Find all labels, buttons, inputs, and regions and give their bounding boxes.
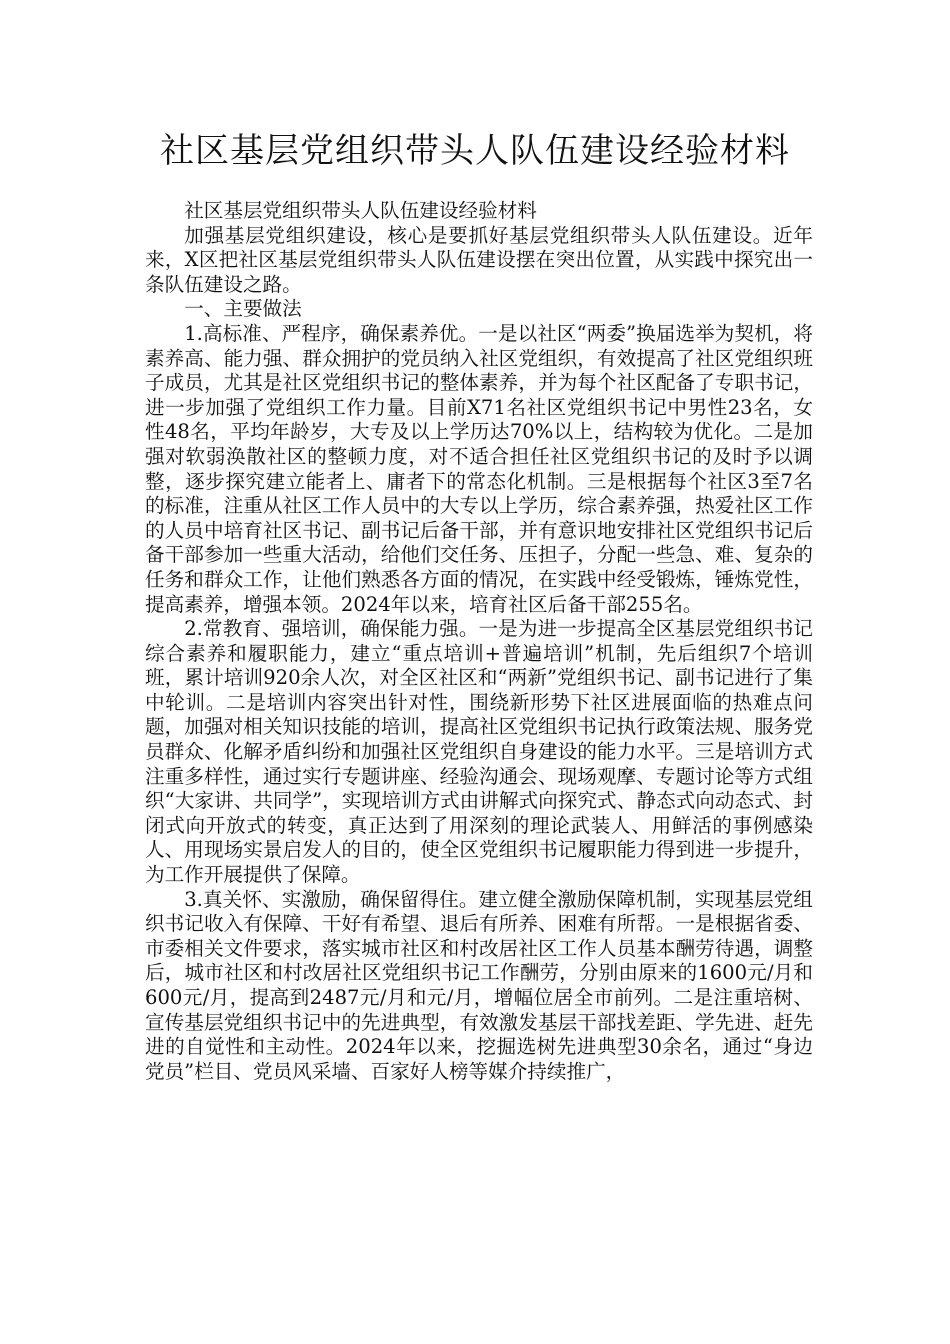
subtitle-paragraph: 社区基层党组织带头人队伍建设经验材料 bbox=[184, 199, 537, 222]
section-heading: 一、主要做法 bbox=[184, 297, 302, 321]
intro-paragraph: 加强基层党组织建设，核心是要抓好基层党组织带头人队伍建设。近年来，X区把社区基层党组织带头人队伍建设摆在突出位置，从实践中探究出一条队伍建设之路。 bbox=[145, 223, 813, 296]
document-title: 社区基层党组织带头人队伍建设经验材料 bbox=[160, 131, 790, 171]
body-paragraph-1: 1.高标准、严程序，确保素养优。一是以社区“两委”换届选举为契机，将素养高、能力强、群众拥护的党员纳入社区党组织，有效提高了社区党组织班子成员，尤其是社区党组织书记的整体素养，并为每个社区配备了专职书记，进一步加强了党组织工作力量。目前X71名社区党组织书记中男性23名，女性48名，平均年龄岁，大专及以上学历达70%以上，结构较为优化。二是加强对软弱涣散社区的整顿力度，对不适合担任社区党组织书记的及时予以调整，逐步探究建立能者上、庸者下的常态化机制。三是根据每个社区3至7名的标准，注重从社区工作人员中的大专以上学历，综合素养强，热爱社区工作的人员中培育社区书记、副书记后备干部，并有意识地安排社区党组织书记后备干部参加一些重大活动，给他们交任务、压担子，分配一些急、难、复杂的任务和群众工作，让他们熟悉各方面的情况，在实践中经受锻炼，锤炼党性，提高素养，增强本领。2024年以来，培育社区后备干部255名。 bbox=[145, 321, 813, 616]
body-paragraph-2: 2.常教育、强培训，确保能力强。一是为进一步提高全区基层党组织书记综合素养和履职能力，建立“重点培训+普遍培训”机制，先后组织7个培训班，累计培训920余人次，对全区社区和“两新”党组织书记、副书记进行了集中轮训。二是培训内容突出针对性，围绕新形势下社区进展面临的热难点问题，加强对相关知识技能的培训，提高社区党组织书记执行政策法规、服务党员群众、化解矛盾纠纷和加强社区党组织自身建设的能力水平。三是培训方式注重多样性，通过实行专题讲座、经验沟通会、现场观摩、专题讨论等方式组织“大家讲、共同学”，实现培训方式由讲解式向探究式、静态式向动态式、封闭式向开放式的转变，真正达到了用深刻的理论武装人、用鲜活的事例感染人、用现场实景启发人的目的，使全区党组织书记履职能力得到进一步提升，为工作开展提供了保障。 bbox=[145, 617, 813, 887]
body-paragraph-3: 3.真关怀、实激励，确保留得住。建立健全激励保障机制，实现基层党组织书记收入有保障、干好有希望、退后有所养、困难有所帮。一是根据省委、市委相关文件要求，落实城市社区和村改居社区工作人员基本酬劳待遇，调整后，城市社区和村改居社区党组织书记工作酬劳，分别由原来的1600元/月和600元/月，提高到2487元/月和元/月，增幅位居全市前列。二是注重培树、宣传基层党组织书记中的先进典型，有效激发基层干部找差距、学先进、赶先进的自觉性和主动性。2024年以来，挖掘选树先进典型30余名，通过“身边党员”栏目、党员风采墙、百家好人榜等媒介持续推广， bbox=[145, 887, 813, 1083]
document-body bbox=[145, 199, 813, 1084]
